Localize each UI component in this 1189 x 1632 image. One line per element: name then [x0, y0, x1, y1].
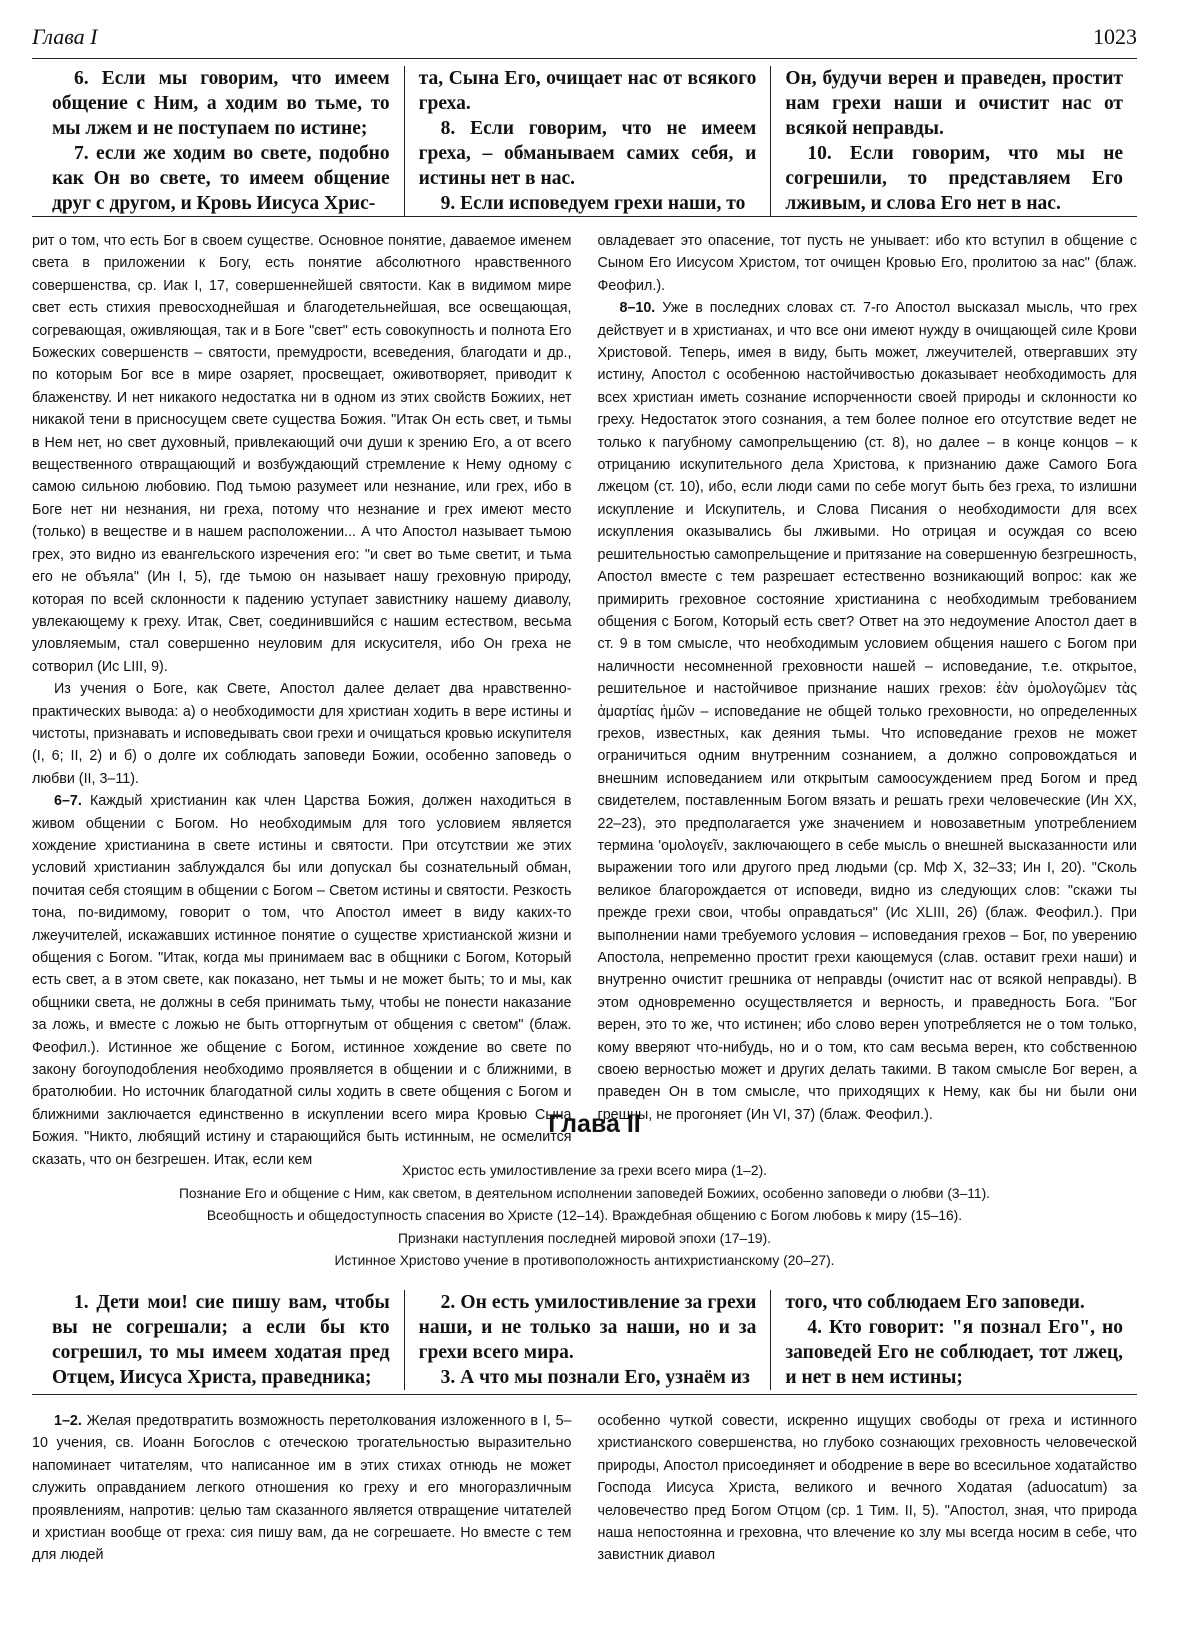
page-number: 1023 — [1093, 24, 1137, 49]
commentary-paragraph: рит о том, что есть Бог в своем существе. Основное понятие, даваемое именем света в приложении к Богу, есть понятие абсолютного нравственного совершенства, ср. Иак I, 17, совершеннейшей святости. Как в видимом мире свет есть стихия превосходнейшая и благодетельнейшая, все освещающая, согревающая, оживляющая, так и в Боге "свет" есть совокупность и полнота Его Божеских совершенств – святости, премудрости, всеведения, благодати и др., по которым Бог все в мире озаряет, просвещает, оживотворяет, приводит к блаженству. И нет никакого недостатка ни в одном из этих свойств Божиих, нет никакой тени в присносущем свете существа Божия. "Итак Он есть свет, и тьмы в Нем нет, но свет духовный, привлекающий очи души к зрению Его, а от всего вещественного отвращающий и возбуждающий стремление к Нему одному с самою сильною любовию. Под тьмою разумеет или незнание, или грех, ибо в Боге нет ни незнания, ни греха, потому что незнание и грех имеют место (только) в веществе и в нашем расположении... А что Апостол называет тьмою грех, это видно из евангельского изречения его: "и свет во тьме светит, и тьма его не объяла" (Ин I, 5), где тьмою он называет нашу греховную природу, которая по всей склонности к падению уступает завистнику нашему диаволу, увлекающему к греху. Итак, Свет, соединившийся с нашим естеством, весьма уловляемым, стал совершенно неуловим для искусителя, ибо Он греха не сотворил (Ис LIII, 9). — [32, 233, 572, 675]
commentary-top — [32, 230, 1137, 1171]
summary-line: Познание Его и общение с Ним, как светом, в деятельном исполнении заповедей Божиих, особенно заповеди о любви (3–11). — [178, 1185, 991, 1201]
commentary-paragraph: овладевает это опасение, тот пусть не унывает: ибо кто вступил в общение с Сыном Его Иисусом Христом, тот очищен Кровью Его, пролитою за нас" (блаж. Феофил.). — [597, 233, 1137, 294]
bible-column-1 — [32, 66, 404, 216]
commentary-paragraph: особенно чуткой совести, искренно ищущих свободы от греха и истинного христианского совершенства, но глубоко сознающих греховность человеческой природы, Апостол присоединяет и ободрение в вере во всесильное ходатайство Господа Иисуса Христа, великого и вечного Ходатая (aduocatum) за человечество пред Богом Отцом (ср. 1 Тим. II, 5). "Апостол, зная, что природа наша непостоянна и греховна, что влечение ко злу мы всегда носим в себе, что завистник диавол — [597, 1413, 1137, 1564]
page-header — [32, 20, 1137, 59]
commentary-right-column — [598, 1410, 1138, 1567]
bible-verse-3-cont: того, что соблюдаем Его заповеди. — [785, 1292, 1085, 1313]
commentary-paragraph: 6–7. Каждый христианин как член Царства Божия, должен находиться в живом общении с Богом. Но необходимым для того условием является хождение христианина в свете истины и святости. При отсутствии же этих условий христианин заблуждался бы или допускал бы сознательный обман, почитая себя стоящим в общении с Богом – Светом истины и святости. Резкость тона, по-видимому, говорит о том, что Апостол имеет в виду каких-то лжеучителей, искажавших истинное понятие о существе христианской жизни и общения с Богом. "Итак, когда мы принимаем вас в общники с Богом, Который есть свет, а в этом свете, как показано, нет тьмы и не может быть; то и мы, как общники света, не должны в себя принимать тьму, чтобы не понести наказание за ложь, и вместе с ложью не быть отторгнутым от общения с светом" (блаж. Феофил.). Истинное же общение с Богом, истинное хождение во свете по закону богоуподобления необходимо проявляется в общении и с ближними, в братолюбии. Но источник благодатной силы ходить в свете общения с Богом и ближними заключается единственно в искуплении всего мира Кровью Сына Божия. "Никто, любящий истину и старающийся быть истинным, не осмелится сказать, что он безгрешен. Итак, если кем — [32, 793, 572, 1168]
summary-line: Истинное Христово учение в противоположность антихристианскому (20–27). — [334, 1253, 835, 1268]
bible-verse-9-cont: Он, будучи верен и праведен, простит нам грехи наши и очистит нас от всякой неправды. — [785, 68, 1124, 139]
verse-reference: 6–7. — [54, 793, 82, 810]
bible-text-top — [32, 66, 1137, 216]
verse-reference: 1–2. — [54, 1413, 82, 1429]
bible-column-2 — [404, 1290, 771, 1390]
commentary-paragraph: 1–2. Желая предотвратить возможность перетолкования изложенного в I, 5–10 учения, св. Иоанн Богослов с отеческою трогательностью выразительно напоминает читателям, что написанное им в этих стихах отнюдь не может служить оправданием легкого отношения ко греху и его многоразличным проявлениям, напротив: целью там сказанного является отвращение читателей и христиан вообще от греха: сия пишу вам, да не согрешаете. Но вместе с тем для людей — [32, 1413, 572, 1564]
bible-verse-6: 6. Если мы говорим, что имеем общение с Ним, а ходим во тьме, то мы лжем и не поступаем по истине; — [52, 68, 390, 139]
bible-verse-7: 7. если же ходим во свете, подобно как Он во свете, то имеем общение друг с другом, и Кровь Иисуса Хрис- — [52, 143, 390, 214]
bible-text-bottom — [32, 1290, 1137, 1390]
verse-reference: 8–10. — [619, 300, 656, 317]
commentary-right-column — [598, 230, 1138, 1171]
summary-line: Христос есть умилостивление за грехи всего мира (1–2). — [401, 1163, 767, 1178]
bible-verse-4: 4. Кто говорит: "я познал Его", но заповедей Его не соблюдает, тот лжец, и нет в нем истины; — [785, 1317, 1124, 1388]
commentary-bottom — [32, 1410, 1137, 1567]
bible-column-1 — [32, 1290, 404, 1390]
chapter-summary — [32, 1160, 1137, 1273]
bible-verse-10: 10. Если говорим, что мы не согрешили, то представляем Его лживым, и слова Его нет в нас. — [785, 143, 1124, 214]
bible-verse-8: 8. Если говорим, что не имеем греха, – обманываем самих себя, и истины нет в нас. — [418, 118, 757, 189]
summary-line: Всеобщность и общедоступность спасения во Христе (12–14). Враждебная общению с Богом любовь к миру (15–16). — [206, 1208, 963, 1223]
summary-line: Признаки наступления последней мировой эпохи (17–19). — [397, 1230, 771, 1246]
bible-verse-3: 3. А что мы познали Его, узнаём из — [440, 1367, 750, 1388]
divider-rule — [32, 1394, 1137, 1395]
commentary-left-column — [32, 1410, 572, 1567]
commentary-paragraph: 8–10. Уже в последних словах ст. 7-го Апостол высказал мысль, что грех действует и в христианах, и что все они имеют нужду в очищающей силе Крови Христовой. Теперь, имея в виду, быть может, лжеучителей, отвергавших эту истину, Апостол с особенною настойчивостью доказывает необходимость для всех христиан иметь сознание испорченности своей природы и склонности ко греху. Недостаток этого сознания, а тем более полное его отсутствие ведет не только к пагубному самопрельщению (ст. 8), но далее – в конце концов – к отрицанию искупительного дела Христова, к признанию даже Самого Бога лжецом (ст. 10), ибо, если люди сами по себе могут быть без греха, то излишни искупление и Искупитель, и Слова Писания о необходимости для всех искупления оказывались бы лживыми. Но отрицая и осуждая со всею решительностью самопрельщение и притязание на совершенную безгрешность, Апостол вместе с тем разрешает естественно возникающий вопрос: как же примирить греховное состояние христианина с необходимым требованием общения с Богом, Который есть свет? Ответ на это недоумение Апостол дает в ст. 9 в том смысле, что необходимым условием общения нашего с Богом при наличности несомненной греховности нашей – исповедание, т.е. открытое, решительное и настойчивое признание наших грехов: ἐὰν ὁμολογῶμεν τὰς ἁμαρτίας ἡμῶν – исповедание не общей только греховности, но определенных грехов, известных, как деяния тьмы. Что исповедание грехов не может ограничиться одним внутренним сознанием, а должно сопровождаться и внешним исповеданием или открытым самоосуждением пред Богом и пред свидетелем, поставленным Богом вязать и решать грехи человеческие (Ин XX, 22–23), это предполагается уже значением и новозаветным употреблением термина 'ομολογεῖν, заключающего в себе мысль о внешней высказанности или выражении того или другого пред людьми (ср. Мф X, 32–33; Ин I, 20). "Сколь великое благорождается от исповеди, видно из следующих слов: "скажи ты прежде грехи свои, чтобы оправдаться" (Ис XLIII, 26) (блаж. Феофил.). При выполнении нами требуемого условия – исповедания грехов – Бог, по уверению Апостола, непременно простит грехи кающемуся (слав. оставит грехи наши) и внутренно очистит грешника от неправды (очистит нас от всякой неправды). В этом одновременно осуществляется и верность, и праведность Бога. "Бог верен, это то же, что истинен; ибо слово верен употребляется не о том только, кому вверяют что-нибудь, но и о том, кто сам весьма верен, кто собственною своею верностью может и других делать такими. В таком смысле Бог верен, а праведен Он в том смысле, что приходящих к Нему, как бы ни были они грешны, не прогоняет (Ин VI, 37) (блаж. Феофил.). — [597, 300, 1137, 1123]
bible-verse-2: 2. Он есть умилостивление за грехи наши, и не только за наши, но и за грехи всего мира. — [418, 1292, 757, 1363]
divider-rule — [32, 216, 1137, 217]
bible-verse-1: 1. Дети мои! сие пишу вам, чтобы вы не согрешали; а если бы кто согрешил, то мы имеем ходатая пред Отцем, Иисуса Христа, праведника; — [52, 1292, 390, 1388]
chapter-title: Глава II — [548, 1110, 641, 1138]
bible-verse-9: 9. Если исповедуем грехи наши, то — [440, 193, 746, 214]
bible-column-3 — [770, 1290, 1137, 1390]
commentary-paragraph: Из учения о Боге, как Свете, Апостол далее делает два нравственно-практических вывода: а) о необходимости для христиан ходить в вере истины и чистоты, признавать и исповедывать свои грехи и очищаться кровью искупителя (I, 6; II, 2) и б) о долге их соблюдать заповеди Божии, особенно заповедь о любви (II, 3–11). — [32, 681, 572, 787]
bible-column-2 — [404, 66, 771, 216]
running-head-chapter: Глава I — [32, 24, 98, 49]
bible-verse-7-cont: та, Сына Его, очищает нас от всякого греха. — [418, 68, 757, 114]
bible-column-3 — [770, 66, 1137, 216]
commentary-left-column — [32, 230, 572, 1171]
